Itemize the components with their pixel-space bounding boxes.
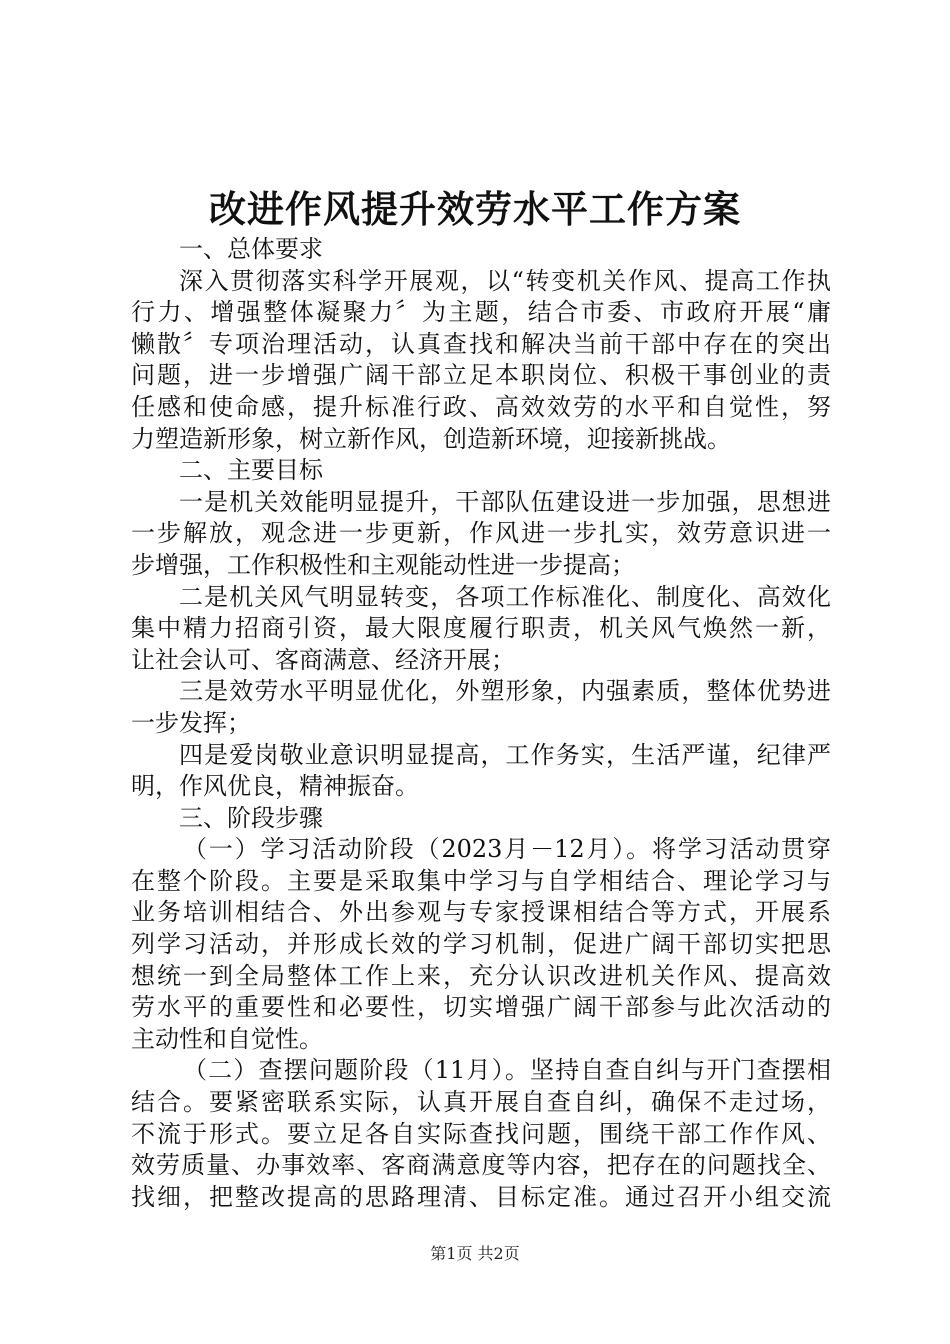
paragraph-line: 主动性和自觉性。 [131, 1024, 323, 1053]
section-heading: 二、主要目标 [179, 456, 323, 485]
paragraph-line: 问题，进一步增强广阔干部立足本职岗位、积极干事创业的责 [131, 361, 831, 390]
paragraph-line: 集中精力招商引资，最大限度履行职责，机关风气焕然一新， [131, 614, 831, 643]
paragraph-line: （二）查摆问题阶段（11月）。坚持自查自纠与开门查摆相 [183, 1056, 831, 1085]
section-heading: 三、阶段步骤 [179, 803, 323, 832]
paragraph-line: 二是机关风气明显转变，各项工作标准化、制度化、高效化 [179, 582, 831, 611]
paragraph-line: 任感和使命感，提升标准行政、高效效劳的水平和自觉性，努 [131, 392, 831, 421]
paragraph-line: 懒散〞专项治理活动，认真查找和解决当前干部中存在的突出 [131, 329, 831, 358]
paragraph-line: 想统一到全局整体工作上来，充分认识改进机关作风、提高效 [131, 961, 831, 990]
paragraph-line: 一步解放，观念进一步更新，作风进一步扎实，效劳意识进一 [131, 519, 831, 548]
paragraph-line: 不流于形式。要立足各自实际查找问题，围绕干部工作作风、 [131, 1119, 831, 1148]
paragraph-line: 力塑造新形象，树立新作风，创造新环境，迎接新挑战。 [131, 424, 731, 453]
paragraph-line: 一步发挥； [131, 708, 251, 737]
paragraph-line: 劳水平的重要性和必要性，切实增强广阔干部参与此次活动的 [131, 993, 831, 1022]
paragraph-line: 效劳质量、办事效率、客商满意度等内容，把存在的问题找全、 [131, 1151, 831, 1180]
paragraph-line: 在整个阶段。主要是采取集中学习与自学相结合、理论学习与 [131, 866, 831, 895]
paragraph-line: 步增强，工作积极性和主观能动性进一步提高； [131, 550, 635, 579]
page-footer: 第1页 共2页 [430, 1244, 520, 1263]
paragraph-line: 行力、增强整体凝聚力〞为主题，结合市委、市政府开展“庸 [131, 298, 831, 327]
paragraph-line: 让社会认可、客商满意、经济开展； [131, 645, 515, 674]
paragraph-line: 结合。要紧密联系实际，认真开展自查自纠，确保不走过场， [131, 1088, 831, 1117]
paragraph-line: （一）学习活动阶段（2023月－12月）。将学习活动贯穿 [183, 835, 831, 864]
paragraph-line: 明，作风优良，精神振奋。 [131, 772, 419, 801]
document-body [131, 234, 831, 1213]
document-title: 改进作风提升效劳水平工作方案 [209, 187, 741, 231]
paragraph-line: 深入贯彻落实科学开展观，以“转变机关作风、提高工作执 [179, 266, 831, 295]
paragraph-line: 一是机关效能明显提升，干部队伍建设进一步加强，思想进 [179, 487, 831, 516]
paragraph-line: 四是爱岗敬业意识明显提高，工作务实，生活严谨，纪律严 [179, 740, 831, 769]
paragraph-line: 业务培训相结合、外出参观与专家授课相结合等方式，开展系 [131, 898, 831, 927]
paragraph-line: 找细，把整改提高的思路理清、目标定准。通过召开小组交流 [131, 1182, 831, 1211]
paragraph-line: 列学习活动，并形成长效的学习机制，促进广阔干部切实把思 [131, 930, 831, 959]
section-heading: 一、总体要求 [179, 235, 323, 263]
paragraph-line: 三是效劳水平明显优化，外塑形象，内强素质，整体优势进 [179, 677, 831, 706]
